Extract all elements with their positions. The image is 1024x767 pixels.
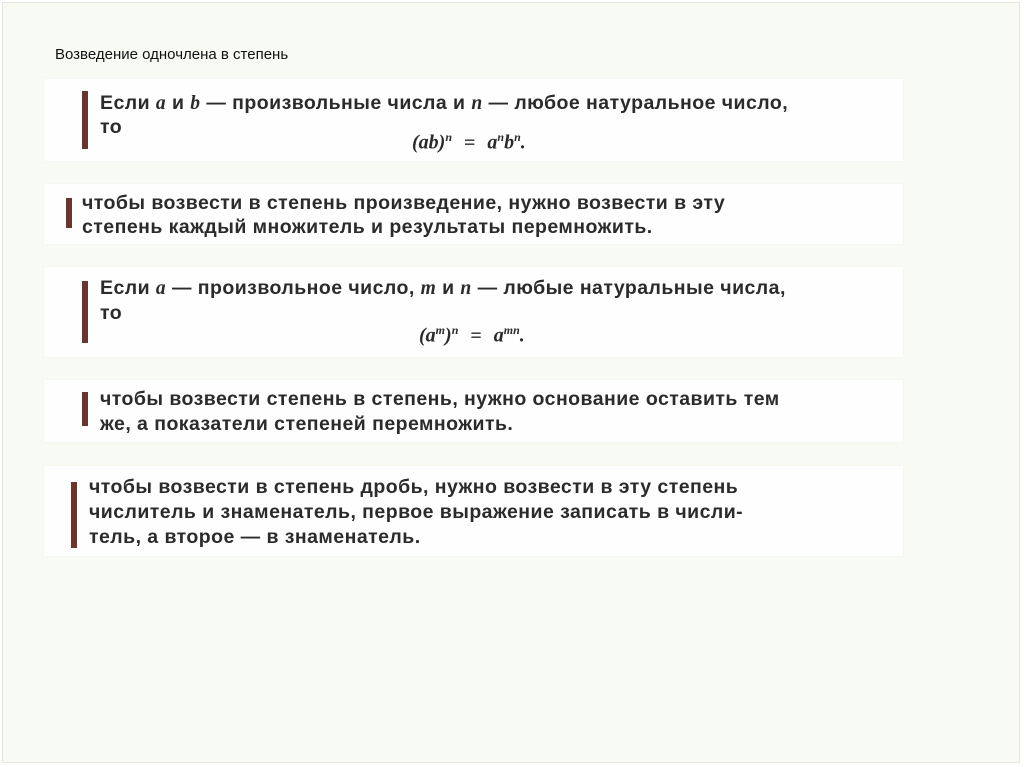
var-b: b xyxy=(190,93,201,114)
rule-text-line1: чтобы возвести в степень дробь, нужно возвести в эту степень xyxy=(89,476,739,498)
formula-power-power: $(a^m)^n = a^{mn}$. xyxy=(419,323,525,347)
var-n: n xyxy=(471,93,483,114)
rule-text-line2: то xyxy=(100,302,123,324)
rule-text-line2: же, а показатели степеней перемножить. xyxy=(100,413,514,435)
formula-product-power: $(ab)^n = a^nb^n$. xyxy=(412,130,526,154)
rule-text-line2: то xyxy=(100,116,123,138)
rule-marker-bar xyxy=(82,392,88,426)
rule-text-line1: чтобы возвести степень в степень, нужно основание оставить тем xyxy=(100,388,780,410)
rule-text-line2: степень каждый множитель и результаты перемножить. xyxy=(82,216,653,238)
rule-marker-bar xyxy=(82,91,88,149)
rule-card-power-text xyxy=(44,380,903,442)
var-m: m xyxy=(420,278,437,299)
rule-card-fraction-power xyxy=(44,466,903,556)
rule-card-product-power xyxy=(44,79,903,161)
rule-text-line2: числитель и знаменатель, первое выражение записать в числи- xyxy=(89,501,744,523)
var-n: n xyxy=(460,278,472,299)
rule-card-product-text xyxy=(44,184,903,244)
rule-text-line1: чтобы возвести в степень произведение, нужно возвести в эту xyxy=(82,192,726,214)
rule-text-line1: Если a — произвольное число, m и n — любые натуральные числа, xyxy=(100,277,786,299)
slide-title: Возведение одночлена в степень xyxy=(55,46,289,63)
var-a: a xyxy=(155,93,167,114)
rule-marker-bar xyxy=(82,281,88,343)
rule-marker-bar xyxy=(66,198,72,228)
var-a: a xyxy=(155,278,167,299)
rule-card-power-power xyxy=(44,267,903,357)
rule-marker-bar xyxy=(71,482,77,548)
slide xyxy=(2,2,1020,763)
rule-text-line3: тель, а второе — в знаменатель. xyxy=(89,526,421,548)
rule-text-line1: Если a и b — произвольные числа и n — любое натуральное число, xyxy=(100,92,789,114)
